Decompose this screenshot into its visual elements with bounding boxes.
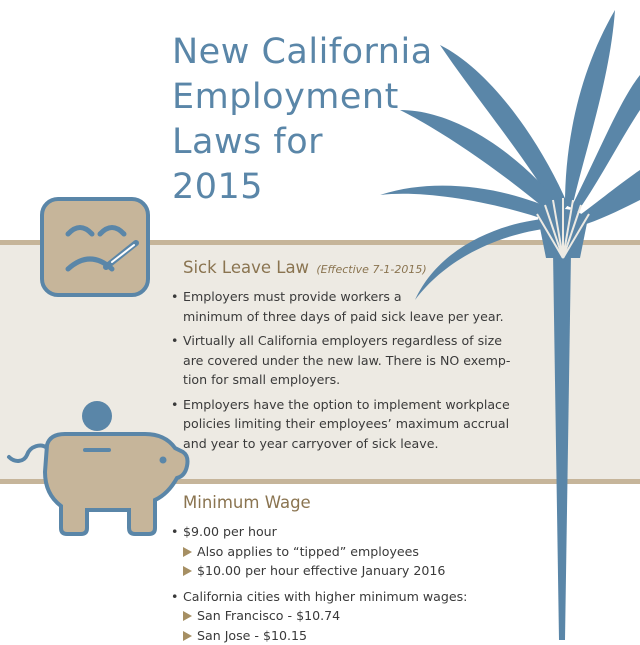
list-item <box>170 587 467 645</box>
arrow-icon <box>183 611 192 621</box>
bullet-line: $9.00 per hour <box>183 522 467 542</box>
bullet-line: and year to year carryover of sick leave. <box>183 434 510 454</box>
sick-leave-bullets <box>170 287 510 458</box>
sub-item <box>183 561 467 581</box>
title-line: Laws for <box>172 120 432 165</box>
sub-item-text: San Jose - $10.15 <box>197 628 307 643</box>
bullet-line: Employers must provide workers a <box>183 287 510 307</box>
bullet-line: Employers have the option to implement workplace <box>183 395 510 415</box>
bullet-dot: • <box>171 587 178 607</box>
sub-item <box>183 626 467 645</box>
bullet-dot: • <box>171 331 178 351</box>
sick-face-icon <box>40 197 150 297</box>
sick-leave-heading <box>183 258 427 277</box>
title-line: New California <box>172 30 432 75</box>
arrow-icon <box>183 631 192 641</box>
sub-item-text: San Francisco - $10.74 <box>197 608 340 623</box>
title-line: 2015 <box>172 165 432 210</box>
bullet-line: Virtually all California employers regardless of size <box>183 331 510 351</box>
sub-item-text: $10.00 per hour effective January 2016 <box>197 563 445 578</box>
list-item <box>170 287 510 326</box>
page-title <box>172 30 432 210</box>
bullet-line: tion for small employers. <box>183 370 510 390</box>
minimum-wage-heading: Minimum Wage <box>183 493 311 512</box>
piggy-bank-icon <box>5 400 190 540</box>
bullet-line: policies limiting their employees’ maximum accrual <box>183 414 510 434</box>
list-item <box>170 522 467 581</box>
arrow-icon <box>183 566 192 576</box>
bullet-dot: • <box>171 395 178 415</box>
minimum-wage-bullets <box>170 522 467 645</box>
effective-date: (Effective 7-1-2015) <box>316 263 426 276</box>
arrow-icon <box>183 547 192 557</box>
bullet-dot: • <box>171 287 178 307</box>
bullet-line: California cities with higher minimum wages: <box>183 587 467 607</box>
title-line: Employment <box>172 75 432 120</box>
sub-item <box>183 542 467 562</box>
list-item <box>170 331 510 390</box>
list-item <box>170 395 510 454</box>
sub-item <box>183 606 467 626</box>
bullet-line: are covered under the new law. There is NO exemp- <box>183 351 510 371</box>
sick-leave-heading-text: Sick Leave Law <box>183 258 309 277</box>
bullet-line: minimum of three days of paid sick leave per year. <box>183 307 510 327</box>
sub-item-text: Also applies to “tipped” employees <box>197 544 419 559</box>
bullet-dot: • <box>171 522 178 542</box>
